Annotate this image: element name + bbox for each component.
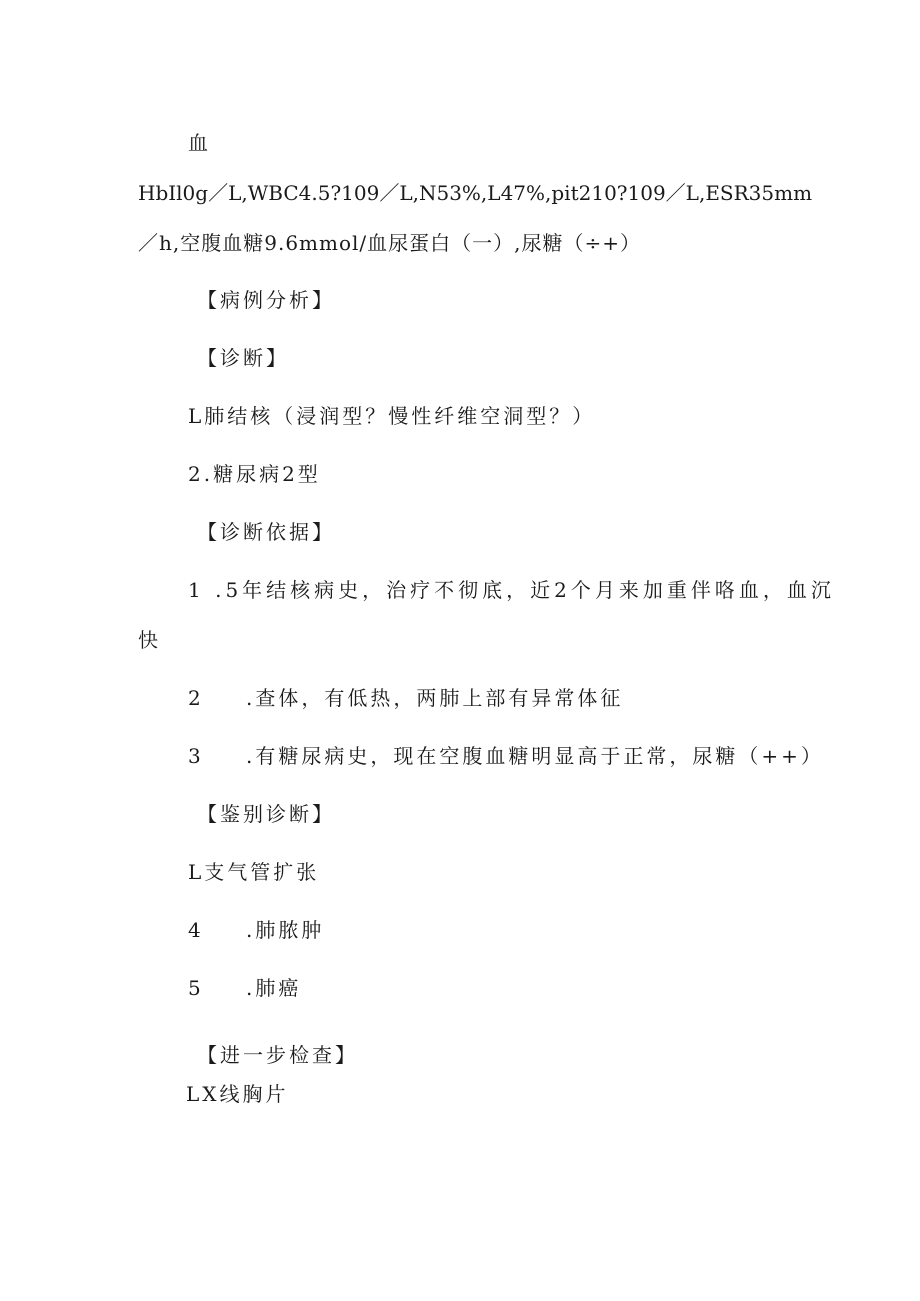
basis-item-3-text: .有糖尿病史，现在空腹血糖明显高于正常，尿糖（++） [246,744,824,768]
differential-item-3-text: .肺癌 [246,976,302,1000]
basis-item-2 [188,684,623,712]
differential-item-3-number: 5 [188,976,204,1000]
differential-heading: 【鉴别诊断】 [197,802,335,826]
differential-item-2-number: 4 [188,918,204,942]
basis-item-3-number: 3 [188,744,204,768]
differential-item-2-text: .肺脓肿 [246,918,325,942]
lab-results-line-2: ／h,空腹血糖9.6mmol/血尿蛋白（一）,尿糖（÷+） [138,231,642,255]
differential-item-2 [188,916,324,944]
further-exam-item-1: LX线胸片 [186,1082,289,1106]
basis-item-2-text: .查体，有低热，两肺上部有异常体征 [246,686,624,710]
basis-item-2-number: 2 [188,686,204,710]
lab-results-line-1: HbIl0g／L,WBC4.5?109／L,N53%,L47%,pit210?109／L,ESR35mm [138,181,813,205]
diagnosis-item-1: L肺结核（浸润型？慢性纤维空洞型？） [188,404,596,428]
diagnosis-basis-heading: 【诊断依据】 [197,520,335,544]
blood-label: 血 [188,131,209,155]
basis-item-1-line-1: 1 .5年结核病史，治疗不彻底，近2个月来加重伴咯血，血沉 [188,578,835,602]
case-analysis-heading: 【病例分析】 [197,288,335,312]
diagnosis-item-2: 2.糖尿病2型 [188,462,321,486]
diagnosis-heading: 【诊断】 [197,346,289,370]
differential-item-1: L支气管扩张 [188,860,320,884]
further-exam-heading: 【进一步检查】 [197,1043,358,1067]
differential-item-3 [188,974,301,1002]
basis-item-1-line-2: 快 [138,628,159,652]
basis-item-3 [188,742,824,770]
